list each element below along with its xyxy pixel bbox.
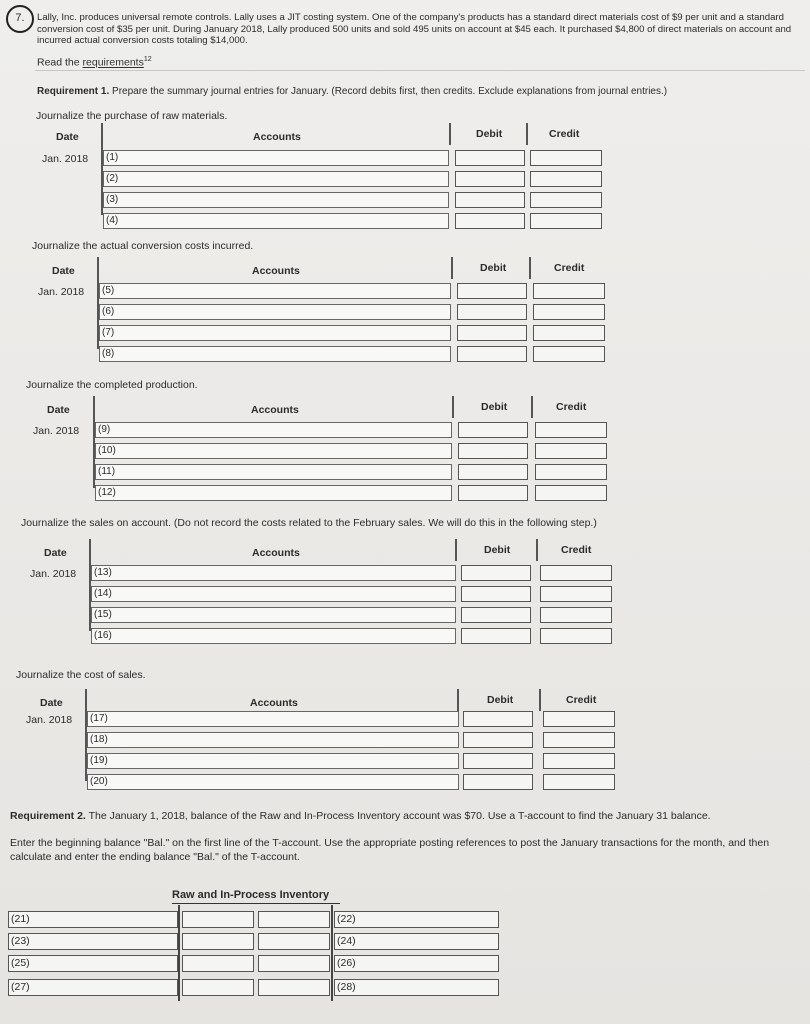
accounts-header: Accounts [252, 265, 300, 277]
debit-header: Debit [476, 128, 503, 140]
credit-header: Credit [566, 694, 597, 706]
debit-input[interactable] [463, 774, 533, 790]
credit-input[interactable] [543, 711, 615, 727]
posting-ref: (3) [106, 194, 119, 205]
credit-input[interactable] [533, 346, 605, 362]
credit-input[interactable] [533, 304, 605, 320]
taccount-divider-right [331, 905, 333, 1001]
account-input-18[interactable] [87, 732, 459, 748]
taccount-right-amount-input[interactable] [258, 955, 330, 972]
debit-header: Debit [480, 262, 507, 274]
account-input-10[interactable] [95, 443, 452, 459]
debit-input[interactable] [458, 485, 528, 501]
section-title: Journalize the sales on account. (Do not record the costs related to the February sales. We will do this in the following step.) [21, 517, 597, 529]
account-input-3[interactable] [103, 192, 449, 208]
debit-header: Debit [487, 694, 514, 706]
debit-input[interactable] [463, 732, 533, 748]
date-cell: Jan. 2018 [33, 425, 80, 437]
credit-input[interactable] [530, 150, 602, 166]
posting-ref: (6) [102, 306, 115, 317]
taccount-title-underline [172, 903, 340, 904]
debit-input[interactable] [458, 422, 528, 438]
section-title: Journalize the purchase of raw materials. [36, 110, 228, 122]
debit-input[interactable] [455, 213, 525, 229]
posting-ref: (5) [102, 285, 115, 296]
debit-input[interactable] [461, 628, 531, 644]
req2-instructions: Enter the beginning balance "Bal." on the first line of the T-account. Use the appropriate posting references to post the January transactions for the month, and then calculate and enter the ending balance "Bal." of the T-account. [10, 837, 770, 863]
requirements-sup: 12 [143, 56, 152, 63]
taccount-left-label-input[interactable]: (25) [8, 955, 178, 972]
debit-input[interactable] [458, 443, 528, 459]
credit-header: Credit [549, 128, 580, 140]
credit-divider-line [531, 396, 533, 418]
date-cell: Jan. 2018 [26, 714, 73, 726]
debit-header: Debit [484, 544, 511, 556]
posting-ref: (1) [106, 152, 119, 163]
posting-ref: (11) [98, 466, 116, 477]
requirement-1 [37, 85, 807, 98]
taccount-right-label-input[interactable]: (22) [334, 911, 499, 928]
posting-ref: (9) [98, 424, 111, 435]
account-input-1[interactable] [103, 150, 449, 166]
debit-input[interactable] [457, 304, 527, 320]
req1-title: Requirement 1. [37, 86, 110, 97]
taccount-right-label-input[interactable]: (26) [334, 955, 499, 972]
debit-input[interactable] [461, 565, 531, 581]
debit-input[interactable] [458, 464, 528, 480]
account-input-15[interactable] [91, 607, 456, 623]
problem-number-badge [6, 5, 34, 33]
credit-input[interactable] [530, 171, 602, 187]
account-input-13[interactable] [91, 565, 456, 581]
taccount-left-label-input[interactable]: (23) [8, 933, 178, 950]
taccount-title: Raw and In-Process Inventory [172, 889, 330, 901]
account-input-5[interactable] [99, 283, 451, 299]
posting-ref: (4) [106, 215, 119, 226]
taccount-left-label-input[interactable]: (27) [8, 979, 178, 996]
posting-ref: (17) [90, 713, 108, 724]
posting-ref: (15) [94, 609, 112, 620]
posting-ref: (13) [94, 567, 112, 578]
req2-title: Requirement 2. [10, 810, 86, 822]
debit-input[interactable] [455, 150, 525, 166]
credit-input[interactable] [530, 192, 602, 208]
accounts-header: Accounts [251, 404, 299, 416]
date-header: Date [47, 404, 70, 416]
debit-input[interactable] [461, 586, 531, 602]
account-input-11[interactable] [95, 464, 452, 480]
taccount-left-amount-input[interactable] [182, 933, 254, 950]
account-input-20[interactable] [87, 774, 459, 790]
debit-header: Debit [481, 401, 508, 413]
debit-input[interactable] [463, 753, 533, 769]
date-header: Date [40, 697, 63, 709]
account-input-7[interactable] [99, 325, 451, 341]
taccount-left-label-input[interactable]: (21) [8, 911, 178, 928]
problem-number: 7. [15, 12, 25, 24]
debit-input[interactable] [463, 711, 533, 727]
credit-input[interactable] [535, 422, 607, 438]
posting-ref: (14) [94, 588, 112, 599]
taccount-right-amount-input[interactable] [258, 911, 330, 928]
account-input-16[interactable] [91, 628, 456, 644]
debit-input[interactable] [457, 325, 527, 341]
debit-input[interactable] [457, 346, 527, 362]
section-title: Journalize the actual conversion costs incurred. [32, 240, 254, 252]
debit-divider-line [457, 689, 459, 711]
posting-ref: (12) [98, 487, 116, 498]
req1-text: Prepare the summary journal entries for January. (Record debits first, then credits. Exclude explanations from journal entries.) [109, 86, 668, 97]
credit-input[interactable] [530, 213, 602, 229]
credit-input[interactable] [535, 443, 607, 459]
section-title: Journalize the cost of sales. [16, 669, 146, 681]
credit-input[interactable] [543, 732, 615, 748]
requirement-2 [10, 810, 805, 823]
account-input-19[interactable] [87, 753, 459, 769]
credit-input[interactable] [533, 325, 605, 341]
posting-ref: (10) [98, 445, 116, 456]
taccount-left-amount-input[interactable] [182, 911, 254, 928]
credit-input[interactable] [540, 607, 612, 623]
taccount-right-amount-input[interactable] [258, 979, 330, 996]
account-input-4[interactable] [103, 213, 449, 229]
date-header: Date [52, 265, 75, 277]
credit-input[interactable] [543, 753, 615, 769]
posting-ref: (2) [106, 173, 119, 184]
debit-divider-line [452, 396, 454, 418]
credit-header: Credit [556, 401, 587, 413]
taccount-right-amount-input[interactable] [258, 933, 330, 950]
date-cell: Jan. 2018 [42, 153, 89, 165]
account-input-17[interactable] [87, 711, 459, 727]
debit-input[interactable] [461, 607, 531, 623]
credit-divider-line [539, 689, 541, 711]
account-input-14[interactable] [91, 586, 456, 602]
accounts-header: Accounts [250, 697, 298, 709]
credit-input[interactable] [540, 565, 612, 581]
taccount-right-label-input[interactable]: (28) [334, 979, 499, 996]
credit-header: Credit [554, 262, 585, 274]
taccount-left-amount-input[interactable] [182, 955, 254, 972]
credit-header: Credit [561, 544, 592, 556]
credit-divider-line [529, 257, 531, 279]
account-input-9[interactable] [95, 422, 452, 438]
credit-input[interactable] [533, 283, 605, 299]
debit-divider-line [455, 539, 457, 561]
posting-ref: (7) [102, 327, 115, 338]
req2-text: The January 1, 2018, balance of the Raw and In-Process Inventory account was $70. Use a T-account to find the January 31 balance. [85, 810, 711, 822]
problem-intro: Lally, Inc. produces universal remote controls. Lally uses a JIT costing system. One of the company's products has a standard direct materials cost of $9 per unit and a standard conversion cost of $35 per unit. During January 2018, Lally produced 500 units and sold 495 units on account at $45 each. It purchased $4,800 of direct materials on account and incurred actual conversion costs totaling $14,000. [37, 12, 792, 46]
date-cell: Jan. 2018 [38, 286, 85, 298]
requirements-link[interactable]: requirements [82, 56, 144, 69]
read-prefix: Read the [37, 56, 83, 69]
date-cell: Jan. 2018 [30, 568, 77, 580]
posting-ref: (16) [94, 630, 112, 641]
taccount-divider-left [178, 905, 180, 1001]
taccount-left-amount-input[interactable] [182, 979, 254, 996]
posting-ref: (19) [90, 755, 108, 766]
credit-input[interactable] [540, 586, 612, 602]
read-requirements [37, 53, 152, 70]
posting-ref: (8) [102, 348, 115, 359]
accounts-header: Accounts [253, 131, 301, 143]
debit-input[interactable] [457, 283, 527, 299]
debit-divider-line [449, 123, 451, 145]
credit-input[interactable] [535, 485, 607, 501]
credit-divider-line [536, 539, 538, 561]
debit-input[interactable] [455, 192, 525, 208]
taccount-right-label-input[interactable]: (24) [334, 933, 499, 950]
divider [35, 70, 805, 71]
posting-ref: (18) [90, 734, 108, 745]
date-header: Date [44, 547, 67, 559]
credit-input[interactable] [535, 464, 607, 480]
account-input-12[interactable] [95, 485, 452, 501]
credit-divider-line [526, 123, 528, 145]
account-input-2[interactable] [103, 171, 449, 187]
date-header: Date [56, 131, 79, 143]
section-title: Journalize the completed production. [26, 379, 198, 391]
credit-input[interactable] [540, 628, 612, 644]
posting-ref: (20) [90, 776, 108, 787]
account-input-6[interactable] [99, 304, 451, 320]
accounts-header: Accounts [252, 547, 300, 559]
account-input-8[interactable] [99, 346, 451, 362]
debit-input[interactable] [455, 171, 525, 187]
debit-divider-line [451, 257, 453, 279]
credit-input[interactable] [543, 774, 615, 790]
